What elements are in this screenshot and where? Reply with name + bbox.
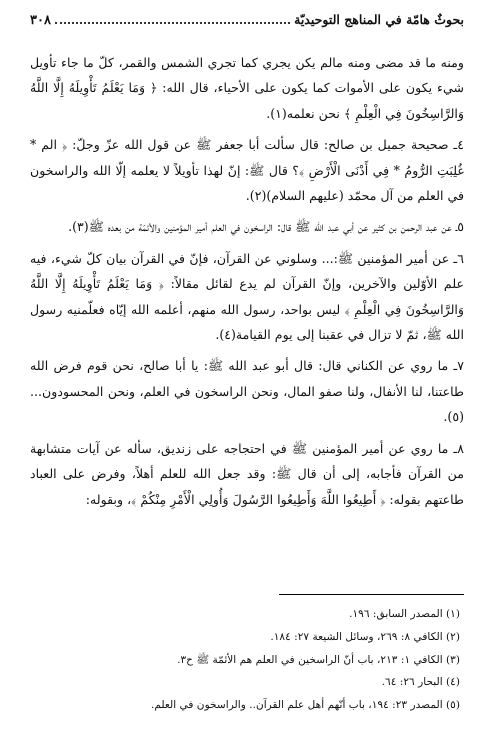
paragraph: ٥ـ عن عبد الرحمن بن كثير عن أبي عبد الله ﷺ قال: الراسخون في العلم أمير المؤمنين والأئمّة من بعده ﷺ(٣).	[68, 219, 464, 235]
paragraph: ٦ـ عن أمير المؤمنين ﷺ:... وسلوني عن القرآن، فإنّ في القرآن بيان كلّ شيء، فيه علم الأوّلين والآخرين، وإنّ القرآن لم يدع لقائل مقالاً: ﴿ وَمَا يَعْلَمُ تَأْوِيلَهُ إِلَّا اللَّهُ وَالرَّاسِخُونَ فِي الْعِلْمِ ﴾ ليس بواحد، رسول الله منهم، أعلمه الله إيّاه فعلّمنيه رسول الله ﷺ، ثمّ لا تزال في عقبنا إلى يوم القيامة(٤).	[30, 250, 464, 343]
page-number: ٣٠٨	[30, 13, 51, 28]
running-title: بحوثٌ هامّة في المناهج التوحيديّة	[294, 12, 464, 27]
footnote: (٥) المصدر ٢٣: ١٩٤، باب أنّهم أهل علم القرآن.. والراسخون في العلم.	[150, 699, 460, 712]
book-page	[30, 12, 464, 736]
leader-dots	[55, 22, 290, 24]
main-text	[30, 50, 464, 512]
footnote: (٣) الكافي ١: ٢١٣، باب أنّ الراسخين في العلم هم الأئمّة ﷺ ح٣.	[177, 653, 460, 666]
paragraph: ٧ـ ما روي عن الكناني قال: قال أبو عبد الله ﷺ: يا أبا صالح، نحن قوم فرض الله طاعتنا، لنا الأنفال، ولنا صفو المال، ونحن الراسخون في العلم، ونحن المحسودون...(٥).	[30, 358, 464, 425]
running-header	[30, 12, 464, 34]
paragraph: ٤ـ صحيحة جميل بن صالح: قال سألت أبا جعفر ﷺ عن قول الله عزّ وجلّ: ﴿ الم * غُلِبَتِ الرُّومُ * فِي أَدْنَى الْأَرْضِ ﴾؟ قال ﷺ: إنّ لهذا تأويلاً لا يعلمه إلّا الله والراسخون في العلم من آل محمّد (عليهم السلام)(٢).	[30, 137, 464, 204]
footnote: (٢) الكافي ٨: ٢٦٩، وسائل الشيعة ٢٧: ١٨٤.	[270, 630, 460, 643]
footnote: (٤) البحار ٢٦: ٦٤.	[381, 676, 460, 689]
paragraph: ٨ـ ما روي عن أمير المؤمنين ﷺ في احتجاجه على زنديق، سأله عن آيات متشابهة من القرآن فأجابه، إلى أن قال ﷺ: وقد جعل الله للعلم أهلاً، وفرض على العباد طاعتهم بقوله: ﴿ أَطِيعُوا اللَّهَ وَأَطِيعُوا الرَّسُولَ وَأُولِي الْأَمْرِ مِنْكُمْ ﴾، وبقوله:	[30, 440, 464, 507]
paragraph: ومنه ما قد مضى ومنه مالم يكن يجري كما تجري الشمس والقمر، كلّ ما جاء تأويل شيء يكون على الأموات كما يكون على الأحياء، قال الله: ﴿ وَمَا يَعْلَمُ تَأْوِيلَهُ إِلَّا اللَّهُ وَالرَّاسِخُونَ فِي الْعِلْمِ ﴾ نحن نعلمه(١).	[30, 55, 464, 121]
footnote: (١) المصدر السابق: ١٩٦.	[349, 608, 460, 620]
footnotes	[30, 603, 460, 717]
footnote-separator	[279, 594, 464, 595]
